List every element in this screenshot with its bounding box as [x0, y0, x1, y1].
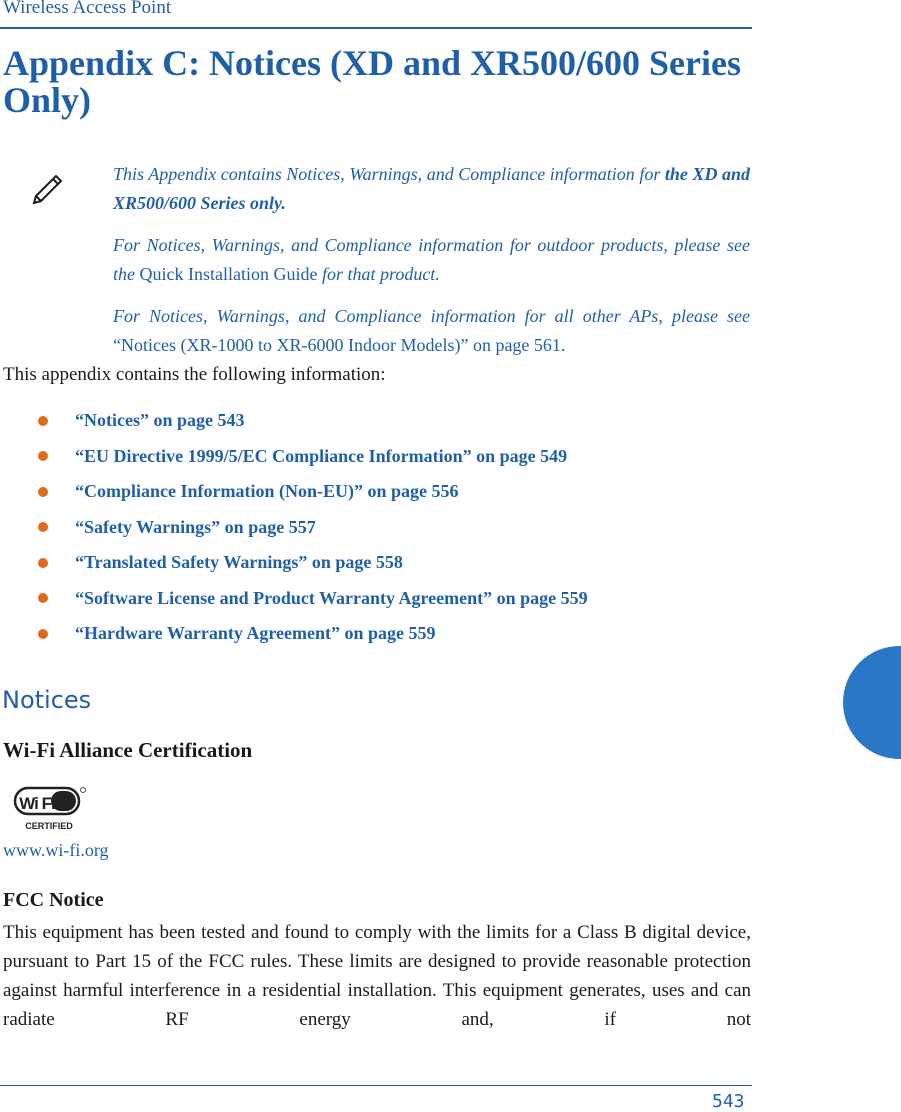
bullet-icon [38, 451, 48, 461]
intro-text: This appendix contains the following information: [3, 364, 386, 385]
toc-item-safety-warnings[interactable]: “Safety Warnings” on page 557 [38, 510, 588, 546]
toc-item-eu-directive[interactable]: “EU Directive 1999/5/EC Compliance Information” on page 549 [38, 439, 588, 475]
wifi-certified-logo [13, 784, 87, 834]
bullet-icon [38, 416, 48, 426]
bullet-icon [38, 593, 48, 603]
toc-item-compliance-non-eu[interactable]: “Compliance Information (Non-EU)” on page 556 [38, 474, 588, 510]
wifi-logo-text: Wi Fi [19, 794, 55, 813]
bullet-icon [38, 558, 48, 568]
note-paragraph-1: This Appendix contains Notices, Warnings, and Compliance information for the XD and XR500/600 Series only. [113, 164, 750, 213]
note-series-emphasis: the XD and XR500/600 Series only. [113, 164, 750, 213]
wifi-certification-heading: Wi-Fi Alliance Certification [3, 738, 253, 762]
bullet-icon [38, 487, 48, 497]
note-block [113, 160, 750, 373]
bullet-icon [38, 629, 48, 639]
indoor-notices-link[interactable]: “Notices (XR-1000 to XR-6000 Indoor Models)” on page 561. [113, 335, 566, 355]
wifi-logo-subtext: CERTIFIED [25, 821, 73, 831]
appendix-contents-list [38, 403, 588, 652]
page-title: Appendix C: Notices (XD and XR500/600 Series Only) [3, 43, 741, 120]
quick-install-guide-link[interactable]: Quick Installation Guide [139, 264, 318, 284]
footer-divider [0, 1085, 752, 1086]
chapter-side-tab [843, 646, 901, 759]
header-divider [0, 27, 752, 29]
wifi-org-link[interactable]: www.wi-fi.org [3, 840, 109, 860]
toc-item-software-license[interactable]: “Software License and Product Warranty Agreement” on page 559 [38, 581, 588, 617]
fcc-notice-heading: FCC Notice [3, 889, 104, 911]
fcc-notice-body: This equipment has been tested and found to comply with the limits for a Class B digital device, pursuant to Part 15 of the FCC rules. These limits are designed to provide reasonable protection against harmful interference in a residential installation. This equipment generates, uses and can radiate RF energy and, if not [3, 922, 751, 1030]
toc-item-notices[interactable]: “Notices” on page 543 [38, 403, 588, 439]
bullet-icon [38, 522, 48, 532]
toc-item-hardware-warranty[interactable]: “Hardware Warranty Agreement” on page 559 [38, 616, 588, 652]
note-paragraph-3: For Notices, Warnings, and Compliance information for all other APs, please see “Notices (XR-1000 to XR-6000 Indoor Models)” on page 561. [113, 306, 750, 355]
running-header: Wireless Access Point [3, 0, 172, 18]
pencil-note-icon [30, 170, 70, 204]
toc-item-translated-safety[interactable]: “Translated Safety Warnings” on page 558 [38, 545, 588, 581]
note-paragraph-2: For Notices, Warnings, and Compliance information for outdoor products, please see the Quick Installation Guide for that product. [113, 235, 750, 284]
page-number: 543 [712, 1091, 745, 1112]
notices-heading: Notices [2, 686, 92, 714]
